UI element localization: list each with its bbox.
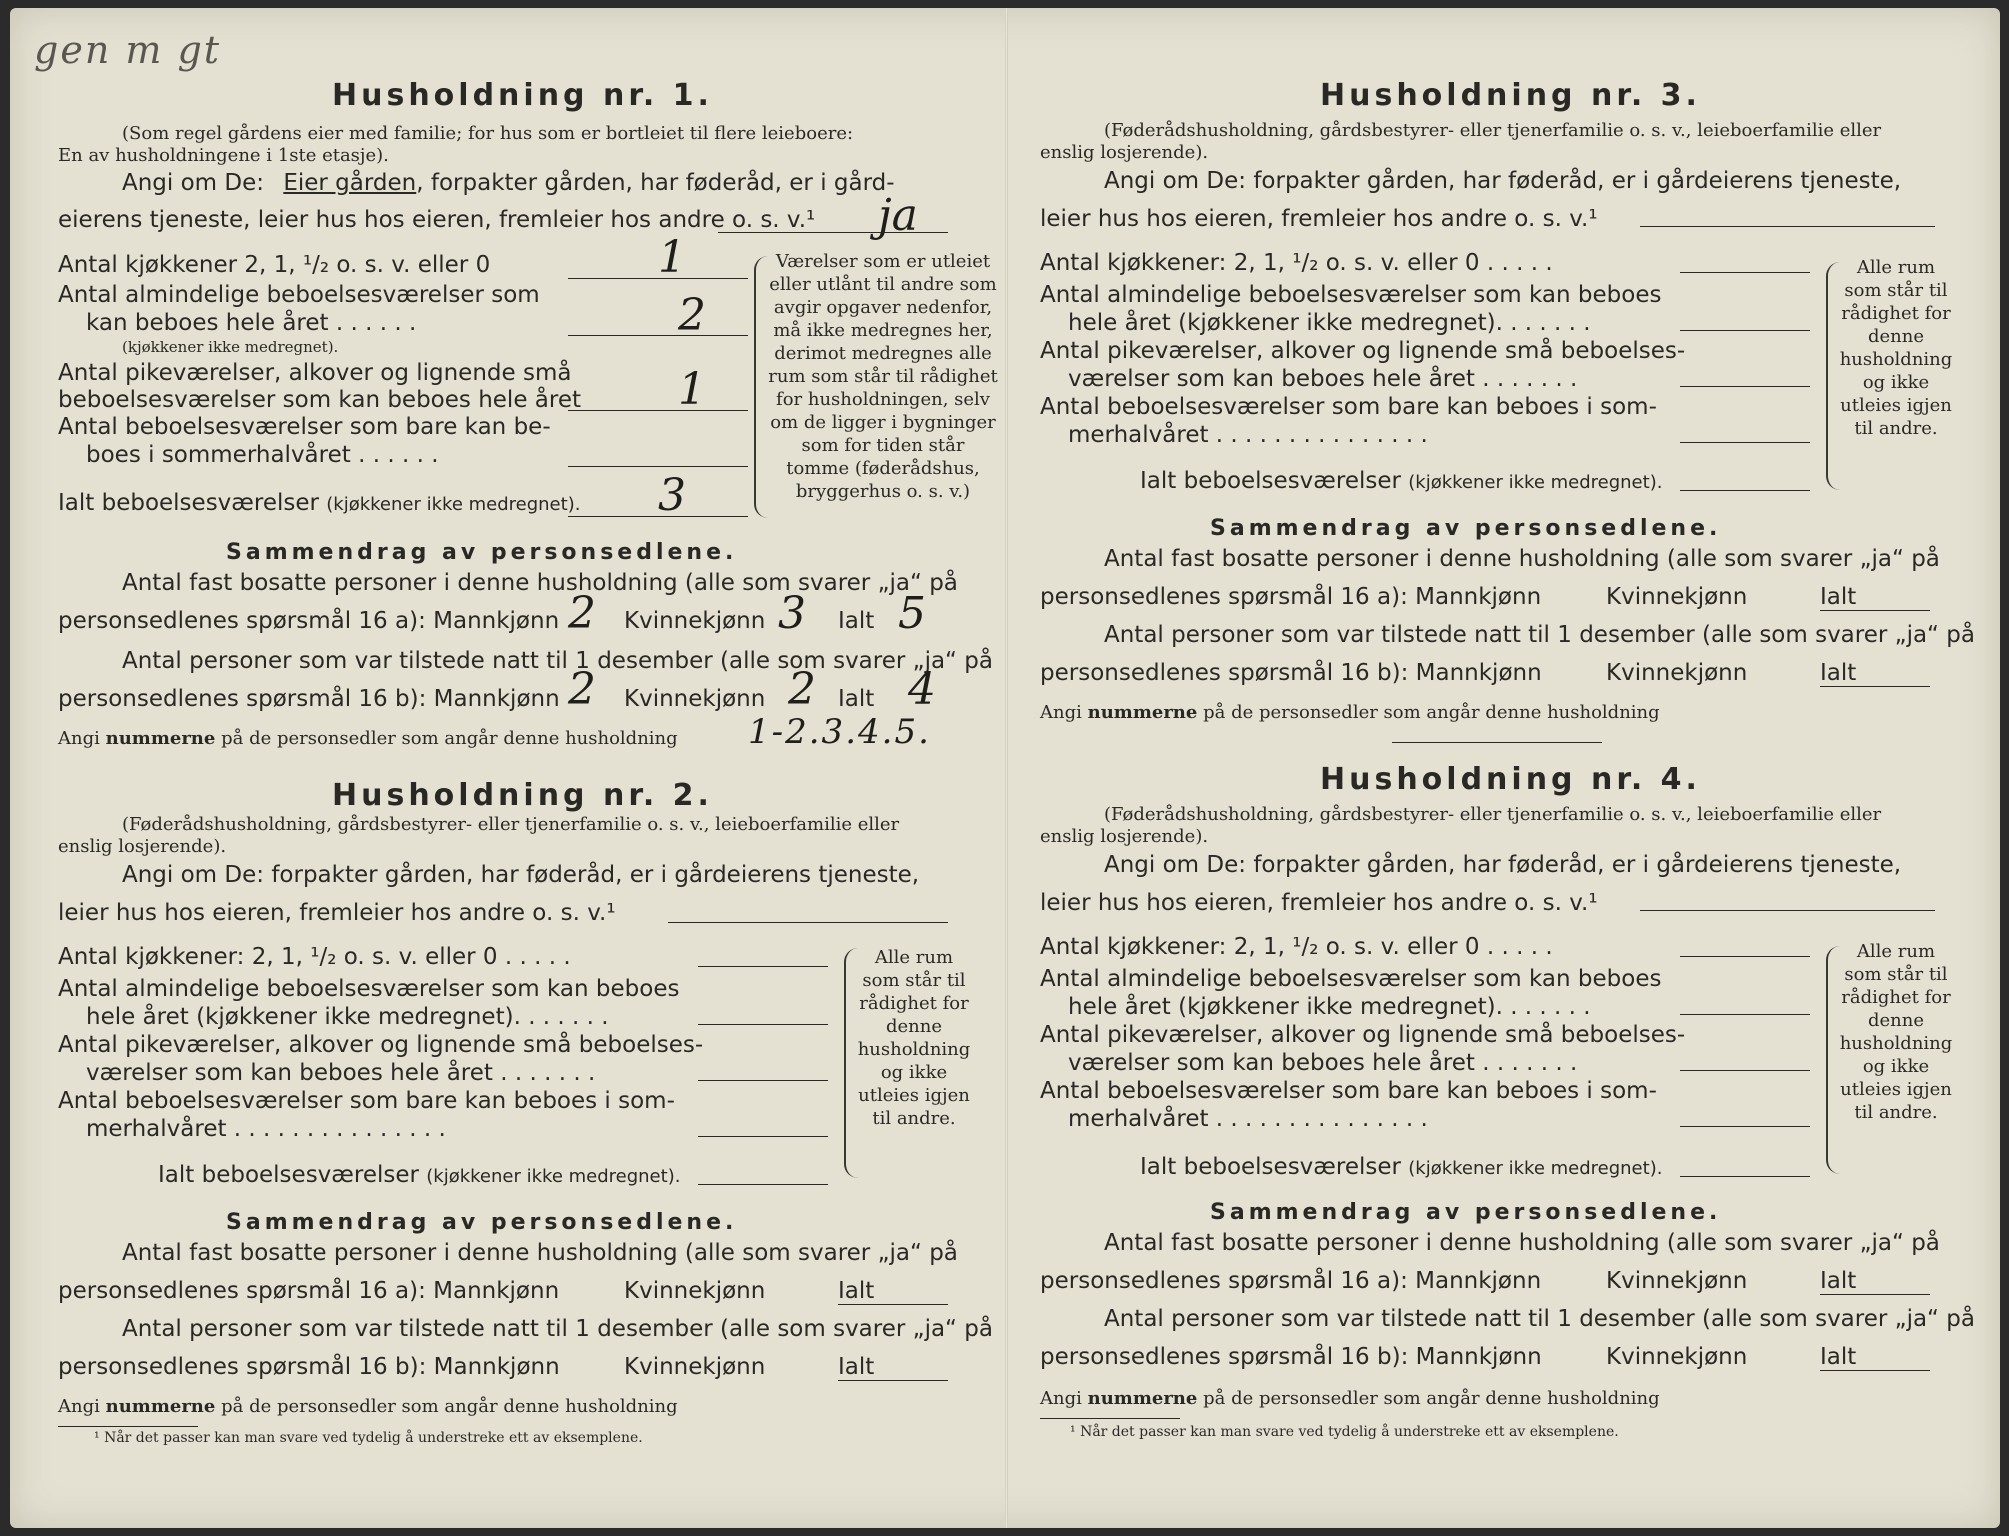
h1-side-note: Værelser som er utleiet eller utlånt til andre som avgir opgaver nedenfor, må ikke medregnes her, derimot medregnes alle rum som står til rådighet for husholdningen, selv om de ligger i bygninger som for tiden står tomme (føderådshus, bryggerhus o. s. v.) [768, 251, 998, 502]
h1-kjokken-value: 1 [658, 232, 686, 283]
h1-s16b-2: personsedlenes spørsmål 16 b): Mannkjønn [58, 686, 560, 712]
h2-s16b-kvinne-label: Kvinnekjønn [624, 1354, 766, 1380]
h3-pike-2: værelser som kan beboes hele året . . . . . . . [1068, 366, 1578, 392]
angi-prefix: Angi om De: [122, 170, 265, 196]
h1-s16b-ialt: 4 [908, 664, 936, 715]
h4-sommer-2: merhalvåret . . . . . . . . . . . . . . . [1068, 1106, 1428, 1132]
household-4-angi-2: leier hus hos eieren, fremleier hos andre o. s. v.¹ [1040, 890, 1598, 916]
h4-pike-2: værelser som kan beboes hele året . . . . . . . [1068, 1050, 1578, 1076]
household-4-title: Husholdning nr. 4. [1320, 762, 1701, 797]
h4-kjokken-label: Antal kjøkkener: 2, 1, ¹/₂ o. s. v. eller 0 . . . . . [1040, 934, 1553, 960]
h1-sommer-2: boes i sommerhalvåret . . . . . . [86, 442, 439, 468]
household-2-angi-2: leier hus hos eieren, fremleier hos andre o. s. v.¹ [58, 900, 616, 926]
h1-s16a-kvinne: 3 [778, 588, 806, 639]
h1-s16a-2: personsedlenes spørsmål 16 a): Mannkjønn [58, 608, 560, 634]
h4-almind-2: hele året (kjøkkener ikke medregnet). . . . . . . [1068, 994, 1591, 1020]
h2-pike-2: værelser som kan beboes hele året . . . . . . . [86, 1060, 596, 1086]
h2-s16a-2: personsedlenes spørsmål 16 a): Mannkjønn [58, 1278, 560, 1304]
h3-summary-title: Sammendrag av personsedlene. [1210, 516, 1722, 541]
h1-kjokken-label: Antal kjøkkener 2, 1, ¹/₂ o. s. v. eller 0 [58, 252, 491, 278]
h4-s16a-2: personsedlenes spørsmål 16 a): Mannkjønn [1040, 1268, 1542, 1294]
h4-ialt-label: Ialt beboelsesværelser (kjøkkener ikke medregnet). [1140, 1154, 1663, 1180]
h2-s16a-kvinne-label: Kvinnekjønn [624, 1278, 766, 1304]
h1-s16b-kvinne-label: Kvinnekjønn [624, 686, 766, 712]
h3-almind-1: Antal almindelige beboelsesværelser som kan beboes [1040, 282, 1662, 308]
household-2-title: Husholdning nr. 2. [332, 778, 713, 813]
h3-s16a-kvinne-label: Kvinnekjønn [1606, 584, 1748, 610]
h1-ialt-label: Ialt beboelsesværelser (kjøkkener ikke medregnet). [58, 490, 581, 516]
h1-s16b-ialt-label: Ialt [838, 686, 875, 712]
h1-nummer-label: Angi nummerne på de personsedler som angår denne husholdning [58, 728, 678, 749]
h3-kjokken-label: Antal kjøkkener: 2, 1, ¹/₂ o. s. v. eller 0 . . . . . [1040, 250, 1553, 276]
h1-s16b-1: Antal personer som var tilstede natt til 1 desember (alle som svarer „ja“ på [122, 648, 993, 674]
h1-s16b-kvinne: 2 [788, 664, 816, 715]
h4-s16a-ialt-label: Ialt [1820, 1268, 1857, 1294]
h2-summary-title: Sammendrag av personsedlene. [226, 1210, 738, 1235]
household-1-angi-1 [122, 170, 895, 196]
h3-sommer-2: merhalvåret . . . . . . . . . . . . . . . [1068, 422, 1428, 448]
h1-s16a-kvinne-label: Kvinnekjønn [624, 608, 766, 634]
h4-s16b-kvinne-label: Kvinnekjønn [1606, 1344, 1748, 1370]
h1-s16a-1: Antal fast bosatte personer i denne husholdning (alle som svarer „ja“ på [122, 570, 958, 596]
h4-s16a-1: Antal fast bosatte personer i denne husholdning (alle som svarer „ja“ på [1104, 1230, 1940, 1256]
h4-s16b-1: Antal personer som var tilstede natt til 1 desember (alle som svarer „ja“ på [1104, 1306, 1975, 1332]
h2-side-note: Alle rum som står til rådighet for denne husholdning og ikke utleies igjen til andre. [857, 947, 971, 1129]
h4-sommer-1: Antal beboelsesværelser som bare kan beboes i som- [1040, 1078, 1657, 1104]
h1-almind-2: kan beboes hele året . . . . . . [86, 310, 417, 336]
h1-ialt-value: 3 [658, 470, 686, 521]
h4-s16a-kvinne-label: Kvinnekjønn [1606, 1268, 1748, 1294]
h3-s16b-kvinne-label: Kvinnekjønn [1606, 660, 1748, 686]
h4-summary-title: Sammendrag av personsedlene. [1210, 1200, 1722, 1225]
h2-almind-1: Antal almindelige beboelsesværelser som kan beboes [58, 976, 680, 1002]
h3-s16a-ialt-label: Ialt [1820, 584, 1857, 610]
h1-pike-2: beboelsesværelser som kan beboes hele året [58, 387, 581, 413]
h1-s16a-mann: 2 [568, 588, 596, 639]
right-footnote: ¹ Når det passer kan man svare ved tydelig å understreke ett av eksemplene. [1070, 1424, 1619, 1440]
household-1-title: Husholdning nr. 1. [332, 78, 713, 113]
h2-kjokken-label: Antal kjøkkener: 2, 1, ¹/₂ o. s. v. eller 0 . . . . . [58, 944, 571, 970]
angi-rest: , forpakter gården, har føderåd, er i gård- [416, 170, 895, 196]
h1-pike-value: 1 [678, 364, 706, 415]
h1-s16a-ialt: 5 [898, 588, 926, 639]
h3-side-note: Alle rum som står til rådighet for denne husholdning og ikke utleies igjen til andre. [1839, 257, 1953, 439]
household-3-intro-1: (Føderådshusholdning, gårdsbestyrer- eller tjenerfamilie o. s. v., leieboerfamilie eller [1104, 120, 1882, 141]
household-3-angi-2: leier hus hos eieren, fremleier hos andre o. s. v.¹ [1040, 206, 1598, 232]
h4-s16b-2: personsedlenes spørsmål 16 b): Mannkjønn [1040, 1344, 1542, 1370]
household-2-intro-2: enslig losjerende). [58, 836, 227, 857]
household-1-angi-2: eierens tjeneste, leier hus hos eieren, fremleier hos andre o. s. v.¹ [58, 207, 816, 233]
h2-almind-2: hele året (kjøkkener ikke medregnet). . . . . . . [86, 1004, 609, 1030]
h4-almind-1: Antal almindelige beboelsesværelser som kan beboes [1040, 966, 1662, 992]
h2-sommer-1: Antal beboelsesværelser som bare kan beboes i som- [58, 1088, 675, 1114]
household-1-intro-2: En av husholdningene i 1ste etasje). [58, 145, 389, 166]
h2-s16b-1: Antal personer som var tilstede natt til 1 desember (alle som svarer „ja“ på [122, 1316, 993, 1342]
h1-almind-1: Antal almindelige beboelsesværelser som [58, 282, 540, 308]
h2-sommer-2: merhalvåret . . . . . . . . . . . . . . . [86, 1116, 446, 1142]
h2-s16a-1: Antal fast bosatte personer i denne husholdning (alle som svarer „ja“ på [122, 1240, 958, 1266]
h3-s16b-2: personsedlenes spørsmål 16 b): Mannkjønn [1040, 660, 1542, 686]
h2-ialt-label: Ialt beboelsesværelser (kjøkkener ikke medregnet). [158, 1162, 681, 1188]
h2-s16a-ialt-label: Ialt [838, 1278, 875, 1304]
h3-almind-2: hele året (kjøkkener ikke medregnet). . . . . . . [1068, 310, 1591, 336]
h1-almind-3: (kjøkkener ikke medregnet). [122, 338, 339, 356]
household-1-angi-answer: ja [878, 190, 918, 241]
household-3-intro-2: enslig losjerende). [1040, 142, 1209, 163]
household-1-intro-1: (Som regel gårdens eier med familie; for hus som er bortleiet til flere leieboere: [122, 123, 854, 144]
household-2-angi-1: Angi om De: forpakter gården, har føderåd, er i gårdeierens tjeneste, [122, 862, 920, 888]
h1-pike-1: Antal pikeværelser, alkover og lignende små [58, 360, 572, 386]
h1-nummer-value: 1-2.3.4.5. [748, 712, 931, 752]
household-3-angi-1: Angi om De: forpakter gården, har føderåd, er i gårdeierens tjeneste, [1104, 168, 1902, 194]
h4-s16b-ialt-label: Ialt [1820, 1344, 1857, 1370]
h1-s16a-ialt-label: Ialt [838, 608, 875, 634]
h1-almind-value: 2 [678, 290, 706, 341]
h4-side-note: Alle rum som står til rådighet for denne husholdning og ikke utleies igjen til andre. [1839, 941, 1953, 1123]
h3-nummer-label: Angi nummerne på de personsedler som angår denne husholdning [1040, 702, 1660, 723]
h1-sommer-1: Antal beboelsesværelser som bare kan be- [58, 414, 551, 440]
h2-s16b-2: personsedlenes spørsmål 16 b): Mannkjønn [58, 1354, 560, 1380]
left-footnote: ¹ Når det passer kan man svare ved tydelig å understreke ett av eksemplene. [94, 1430, 643, 1446]
h1-s16b-mann: 2 [568, 664, 596, 715]
h3-s16b-1: Antal personer som var tilstede natt til 1 desember (alle som svarer „ja“ på [1104, 622, 1975, 648]
h2-pike-1: Antal pikeværelser, alkover og lignende små beboelses- [58, 1032, 704, 1058]
h3-s16b-ialt-label: Ialt [1820, 660, 1857, 686]
angi-selected-option: Eier gården [283, 170, 417, 196]
corner-annotation: gen m gt [34, 28, 222, 72]
h3-sommer-1: Antal beboelsesværelser som bare kan beboes i som- [1040, 394, 1657, 420]
h3-ialt-label: Ialt beboelsesværelser (kjøkkener ikke medregnet). [1140, 468, 1663, 494]
h4-pike-1: Antal pikeværelser, alkover og lignende små beboelses- [1040, 1022, 1686, 1048]
h1-summary-title: Sammendrag av personsedlene. [226, 540, 738, 565]
household-2-intro-1: (Føderådshusholdning, gårdsbestyrer- eller tjenerfamilie o. s. v., leieboerfamilie eller [122, 814, 900, 835]
household-4-intro-2: enslig losjerende). [1040, 826, 1209, 847]
h4-nummer-label: Angi nummerne på de personsedler som angår denne husholdning [1040, 1388, 1660, 1409]
household-4-angi-1: Angi om De: forpakter gården, har føderåd, er i gårdeierens tjeneste, [1104, 852, 1902, 878]
page-fold [1005, 8, 1008, 1528]
household-4-intro-1: (Føderådshusholdning, gårdsbestyrer- eller tjenerfamilie o. s. v., leieboerfamilie eller [1104, 804, 1882, 825]
h3-s16a-2: personsedlenes spørsmål 16 a): Mannkjønn [1040, 584, 1542, 610]
h2-nummer-label: Angi nummerne på de personsedler som angår denne husholdning [58, 1396, 678, 1417]
household-3-title: Husholdning nr. 3. [1320, 78, 1701, 113]
h3-pike-1: Antal pikeværelser, alkover og lignende små beboelses- [1040, 338, 1686, 364]
h2-s16b-ialt-label: Ialt [838, 1354, 875, 1380]
h3-s16a-1: Antal fast bosatte personer i denne husholdning (alle som svarer „ja“ på [1104, 546, 1940, 572]
